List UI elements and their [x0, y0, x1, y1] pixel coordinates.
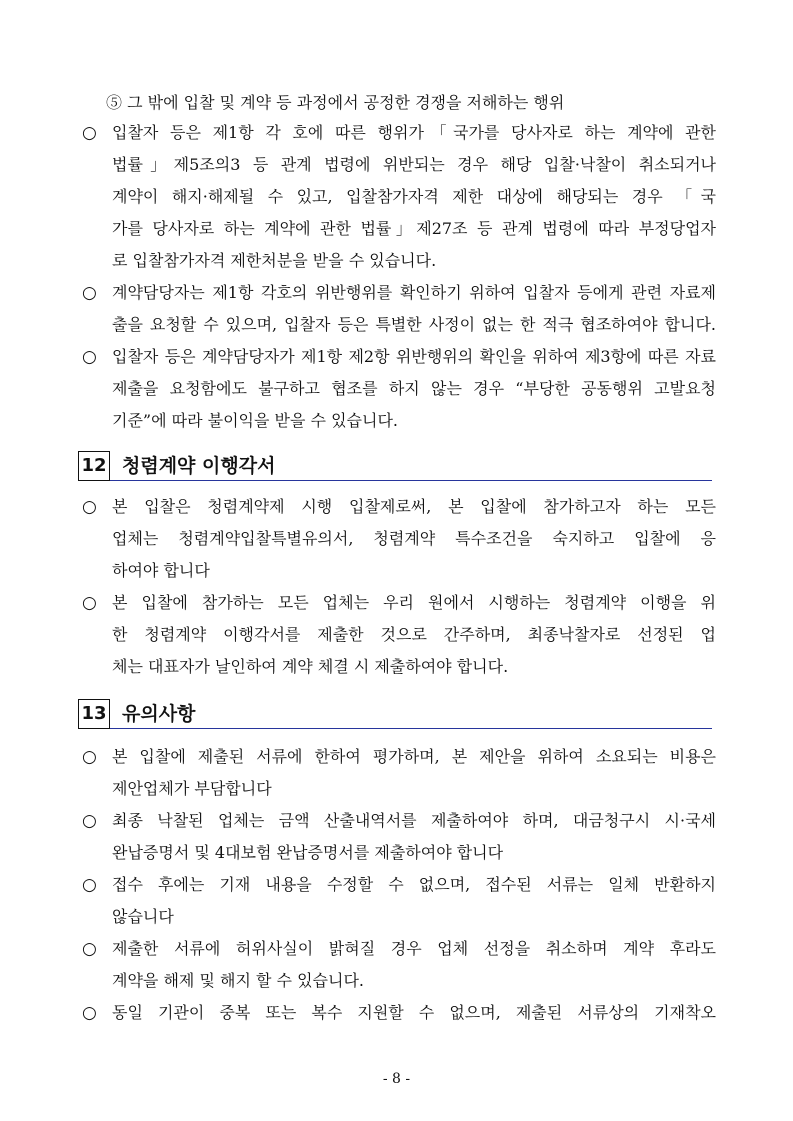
- paragraph-line: 출을 요청할 수 있으며, 입찰자 등은 특별한 사정이 없는 한 적극 협조하여야 합니다.: [112, 315, 716, 334]
- section-title: 유의사항: [122, 703, 196, 725]
- bullet-marker: ○: [82, 283, 97, 303]
- paragraph-line: 로 입찰참가자격 제한처분을 받을 수 있습니다.: [112, 251, 437, 270]
- section-12-heading: [78, 451, 712, 483]
- section-13-heading: [78, 699, 712, 731]
- paragraph-line: 완납증명서 및 4대보험 완납증명서를 제출하여야 합니다: [112, 843, 504, 862]
- paragraph-line: 계약이 해지·해제될 수 있고, 입찰참가자격 제한 대상에 해당되는 경우 「국: [112, 187, 716, 206]
- paragraph-line: 체는 대표자가 날인하여 계약 체결 시 제출하여야 합니다.: [112, 657, 509, 676]
- bullet-marker: ○: [82, 747, 97, 767]
- paragraph-line: 계약담당자는 제1항 각호의 위반행위를 확인하기 위하여 입찰자 등에게 관련 자료제: [112, 283, 716, 302]
- bullet-marker: ○: [82, 875, 97, 895]
- bullet-marker: ○: [82, 123, 97, 143]
- paragraph-line: 제안업체가 부담합니다: [112, 779, 272, 798]
- paragraph-line: 하여야 합니다: [112, 561, 210, 580]
- bullet-marker: ○: [82, 347, 97, 367]
- paragraph-line: 제출한 서류에 허위사실이 밝혀질 경우 업체 선정을 취소하며 계약 후라도: [112, 939, 716, 958]
- bullet-marker: ○: [82, 811, 97, 831]
- paragraph-line: 최종 낙찰된 업체는 금액 산출내역서를 제출하여야 하며, 대금청구시 시·국세: [112, 811, 716, 830]
- paragraph-line: 본 입찰은 청렴계약제 시행 입찰제로써, 본 입찰에 참가하고자 하는 모든: [112, 497, 716, 516]
- section-underline: [110, 480, 712, 482]
- section-title: 청렴계약 이행각서: [122, 455, 276, 477]
- paragraph-line: 업체는 청렴계약입찰특별유의서, 청렴계약 특수조건을 숙지하고 입찰에 응: [112, 529, 716, 548]
- paragraph-line: 가를 당사자로 하는 계약에 관한 법률」제27조 등 관계 법령에 따라 부정당업자: [112, 219, 716, 238]
- paragraph-line: 법률」제5조의3 등 관계 법령에 위반되는 경우 해당 입찰·낙찰이 취소되거나: [112, 155, 716, 174]
- paragraph-line: 한 청렴계약 이행각서를 제출한 것으로 간주하며, 최종낙찰자로 선정된 업: [112, 625, 716, 644]
- section-number: 12: [78, 451, 110, 481]
- paragraph-line: 본 입찰에 제출된 서류에 한하여 평가하며, 본 제안을 위하여 소요되는 비용은: [112, 747, 716, 766]
- bullet-marker: ○: [82, 939, 97, 959]
- bullet-marker: ○: [82, 497, 97, 517]
- intro-item: ⑤ 그 밖에 입찰 및 계약 등 과정에서 공정한 경쟁을 저해하는 행위: [106, 93, 565, 112]
- bullet-marker: ○: [82, 1003, 97, 1023]
- paragraph-line: 본 입찰에 참가하는 모든 업체는 우리 원에서 시행하는 청렴계약 이행을 위: [112, 593, 716, 612]
- paragraph-line: 접수 후에는 기재 내용을 수정할 수 없으며, 접수된 서류는 일체 반환하지: [112, 875, 716, 894]
- bullet-marker: ○: [82, 593, 97, 613]
- page-number: - 8 -: [382, 1071, 411, 1087]
- paragraph-line: 제출을 요청함에도 불구하고 협조를 하지 않는 경우 “부당한 공동행위 고발요청: [112, 379, 716, 398]
- section-number: 13: [78, 699, 110, 729]
- paragraph-line: 입찰자 등은 계약담당자가 제1항 제2항 위반행위의 확인을 위하여 제3항에 따른 자료: [112, 347, 716, 366]
- paragraph-line: 기준”에 따라 불이익을 받을 수 있습니다.: [112, 411, 398, 430]
- paragraph-line: 동일 기관이 중복 또는 복수 지원할 수 없으며, 제출된 서류상의 기재착오: [112, 1003, 716, 1022]
- paragraph-line: 않습니다: [112, 907, 174, 926]
- paragraph-line: 입찰자 등은 제1항 각 호에 따른 행위가「국가를 당사자로 하는 계약에 관한: [112, 123, 716, 142]
- section-underline: [110, 728, 712, 730]
- paragraph-line: 계약을 해제 및 해지 할 수 있습니다.: [112, 971, 364, 990]
